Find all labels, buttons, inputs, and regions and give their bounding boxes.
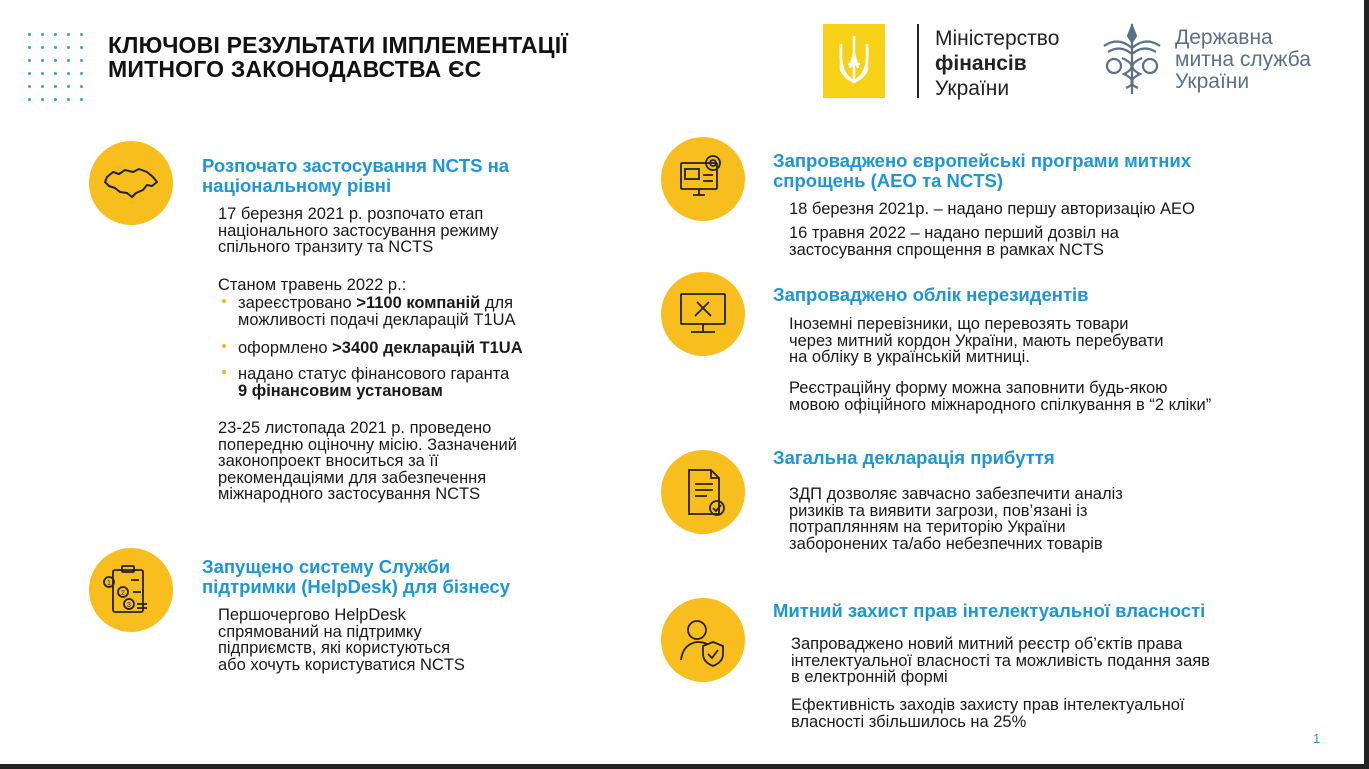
decorative-dot bbox=[67, 98, 70, 101]
text-line: мовою офіційного міжнародного спілкування в “2 кліки” bbox=[789, 395, 1212, 414]
text-line: попередню оціночну місію. Зазначений bbox=[218, 435, 517, 454]
ncts-status-intro: Станом травень 2022 р.: bbox=[218, 276, 407, 294]
minfin-line-1: Міністерство bbox=[935, 27, 1060, 50]
decorative-dot-grid bbox=[28, 33, 90, 105]
decorative-dot bbox=[54, 72, 57, 75]
decorative-dot bbox=[28, 98, 31, 101]
text-line: можливості подачі декларацій T1UA bbox=[238, 310, 516, 329]
helpdesk-text bbox=[218, 607, 465, 673]
decorative-dot bbox=[67, 46, 70, 49]
decorative-dot bbox=[54, 98, 57, 101]
logo-separator bbox=[917, 24, 919, 98]
aeo-heading bbox=[773, 151, 1191, 191]
text-line: або хочуть користуватися NCTS bbox=[218, 655, 465, 674]
nonresidents-heading: Запроваджено облік нерезидентів bbox=[773, 284, 1089, 305]
helpdesk-heading bbox=[202, 557, 510, 597]
text-line: 16 травня 2022 – надано перший дозвіл на bbox=[789, 224, 1119, 242]
customs-line-3: України bbox=[1175, 70, 1250, 93]
bullet-marker bbox=[222, 344, 226, 348]
text-line: Реєстраційну форму можна заповнити будь-якою bbox=[789, 379, 1168, 397]
computer-settings-icon bbox=[661, 137, 745, 221]
text-line: ризиків та виявити загрози, пов’язані із bbox=[789, 501, 1088, 520]
decorative-dot bbox=[80, 33, 83, 36]
text-line: на обліку в українській митниці. bbox=[789, 348, 1030, 366]
declaration-text bbox=[789, 486, 1123, 552]
nonresidents-paragraph-2 bbox=[789, 380, 1211, 413]
decorative-dot bbox=[67, 72, 70, 75]
aeo-lines-2-3 bbox=[789, 225, 1119, 258]
text-line: спрямований на підтримку bbox=[218, 622, 422, 641]
user-shield-icon bbox=[661, 598, 745, 682]
ncts-heading-line-2: національному рівні bbox=[202, 175, 392, 196]
text-line: спільного транзиту та NCTS bbox=[218, 238, 434, 256]
decorative-dot bbox=[41, 46, 44, 49]
decorative-dot bbox=[28, 46, 31, 49]
aeo-heading-line-1: Запроваджено європейські програми митних bbox=[773, 150, 1192, 171]
aeo-line-1: 18 березня 2021р. – надано першу авторизацію АЕО bbox=[789, 200, 1195, 218]
ip-paragraph-1 bbox=[791, 636, 1210, 686]
decorative-dot bbox=[28, 72, 31, 75]
document-check-icon bbox=[661, 450, 745, 534]
decorative-dot bbox=[54, 59, 57, 62]
decorative-dot bbox=[80, 98, 83, 101]
text-line: національного застосування режиму bbox=[218, 221, 499, 240]
bullet-marker bbox=[222, 370, 226, 374]
text-line: Іноземні перевізники, що перевозять товари bbox=[789, 315, 1129, 333]
minfin-line-3: України bbox=[935, 77, 1010, 100]
decorative-dot bbox=[41, 98, 44, 101]
text-line: 23-25 листопада 2021 р. проведено bbox=[218, 419, 492, 437]
decorative-dot bbox=[28, 59, 31, 62]
customs-line-1: Державна bbox=[1175, 26, 1273, 49]
decorative-dot bbox=[54, 33, 57, 36]
decorative-dot bbox=[28, 33, 31, 36]
decorative-dot bbox=[54, 46, 57, 49]
decorative-dot bbox=[67, 33, 70, 36]
text-line: Ефективність заходів захисту прав інтелектуальної bbox=[791, 696, 1185, 714]
customs-emblem-icon bbox=[1100, 22, 1164, 96]
customs-service-label bbox=[1175, 27, 1311, 93]
page-number: 1 bbox=[1313, 731, 1321, 746]
decorative-dot bbox=[80, 46, 83, 49]
ip-paragraph-2 bbox=[791, 697, 1184, 730]
ncts-bullet-declarations bbox=[238, 340, 523, 357]
decorative-dot bbox=[41, 72, 44, 75]
ministry-of-finance-label bbox=[935, 26, 1059, 101]
page-title bbox=[108, 33, 568, 81]
bullet-marker bbox=[222, 299, 226, 303]
ncts-bullet-guarantors bbox=[238, 366, 509, 399]
ncts-bullet-companies bbox=[238, 295, 516, 328]
decorative-dot bbox=[41, 59, 44, 62]
trident-logo bbox=[823, 24, 885, 98]
text-line: рекомендаціями для забезпечення bbox=[218, 468, 487, 487]
text-line: потраплянням на територію України bbox=[789, 518, 1066, 536]
text-line: в електронній формі bbox=[791, 668, 948, 686]
decorative-dot bbox=[67, 85, 70, 88]
monitor-tools-icon bbox=[661, 272, 745, 356]
decorative-dot bbox=[80, 59, 83, 62]
text-line: підприємств, які користуються bbox=[218, 639, 451, 657]
text-run-bold: >3400 декларацій T1UA bbox=[332, 339, 523, 357]
text-line: власності збільшилось на 25% bbox=[791, 712, 1027, 731]
minfin-line-2: фінансів bbox=[935, 52, 1027, 75]
decorative-dot bbox=[28, 85, 31, 88]
text-run: оформлено bbox=[238, 339, 333, 357]
ncts-heading-line-1: Розпочато застосування NCTS на bbox=[202, 155, 510, 176]
ncts-paragraph-1 bbox=[218, 206, 499, 256]
text-run: для bbox=[480, 294, 514, 312]
svg-text:3: 3 bbox=[127, 602, 131, 609]
decorative-dot bbox=[80, 72, 83, 75]
decorative-dot bbox=[41, 85, 44, 88]
ip-heading: Митний захист прав інтелектуальної власності bbox=[773, 600, 1206, 621]
text-line: міжнародного застосування NCTS bbox=[218, 485, 481, 503]
text-line: надано статус фінансового гаранта bbox=[238, 365, 510, 383]
decorative-dot bbox=[67, 59, 70, 62]
nonresidents-paragraph-1 bbox=[789, 316, 1164, 366]
text-line: застосування спрощення в рамках NCTS bbox=[789, 240, 1104, 259]
aeo-heading-line-2: спрощень (АЕО та NCTS) bbox=[773, 170, 1004, 191]
ukraine-map-icon bbox=[89, 141, 173, 225]
ncts-heading bbox=[202, 156, 509, 196]
text-line: через митний кордон України, мають перебувати bbox=[789, 331, 1164, 350]
decorative-dot bbox=[41, 33, 44, 36]
text-line: Запроваджено новий митний реєстр об’єктів права bbox=[791, 635, 1183, 653]
helpdesk-heading-line-1: Запущено систему Служби bbox=[202, 556, 451, 577]
decorative-dot bbox=[54, 85, 57, 88]
text-line: Першочергово HelpDesk bbox=[218, 606, 406, 624]
helpdesk-heading-line-2: підтримки (HelpDesk) для бізнесу bbox=[202, 576, 511, 597]
declaration-heading: Загальна декларація прибуття bbox=[773, 447, 1055, 468]
ncts-paragraph-2 bbox=[218, 420, 517, 503]
text-line: інтелектуальної власності та можливість подання заяв bbox=[791, 651, 1210, 670]
text-line: 17 березня 2021 р. розпочато етап bbox=[218, 205, 484, 223]
text-line: ЗДП дозволяє завчасно забезпечити аналіз bbox=[789, 485, 1123, 503]
text-line: законопроект вноситься за її bbox=[218, 452, 439, 470]
text-line: заборонених та/або небезпечних товарів bbox=[789, 534, 1103, 553]
checklist-icon bbox=[89, 548, 173, 632]
decorative-dot bbox=[80, 85, 83, 88]
text-run-bold: >1100 компаній bbox=[356, 294, 481, 312]
title-line-1: КЛЮЧОВІ РЕЗУЛЬТАТИ ІМПЛЕМЕНТАЦІЇ bbox=[108, 32, 568, 58]
text-run: зареєстровано bbox=[238, 294, 357, 312]
text-run-bold: 9 фінансовим установам bbox=[238, 381, 443, 400]
customs-line-2: митна служба bbox=[1175, 48, 1311, 71]
svg-text:2: 2 bbox=[121, 590, 125, 597]
svg-text:1: 1 bbox=[107, 580, 111, 587]
title-line-2: МИТНОГО ЗАКОНОДАВСТВА ЄС bbox=[108, 56, 482, 82]
